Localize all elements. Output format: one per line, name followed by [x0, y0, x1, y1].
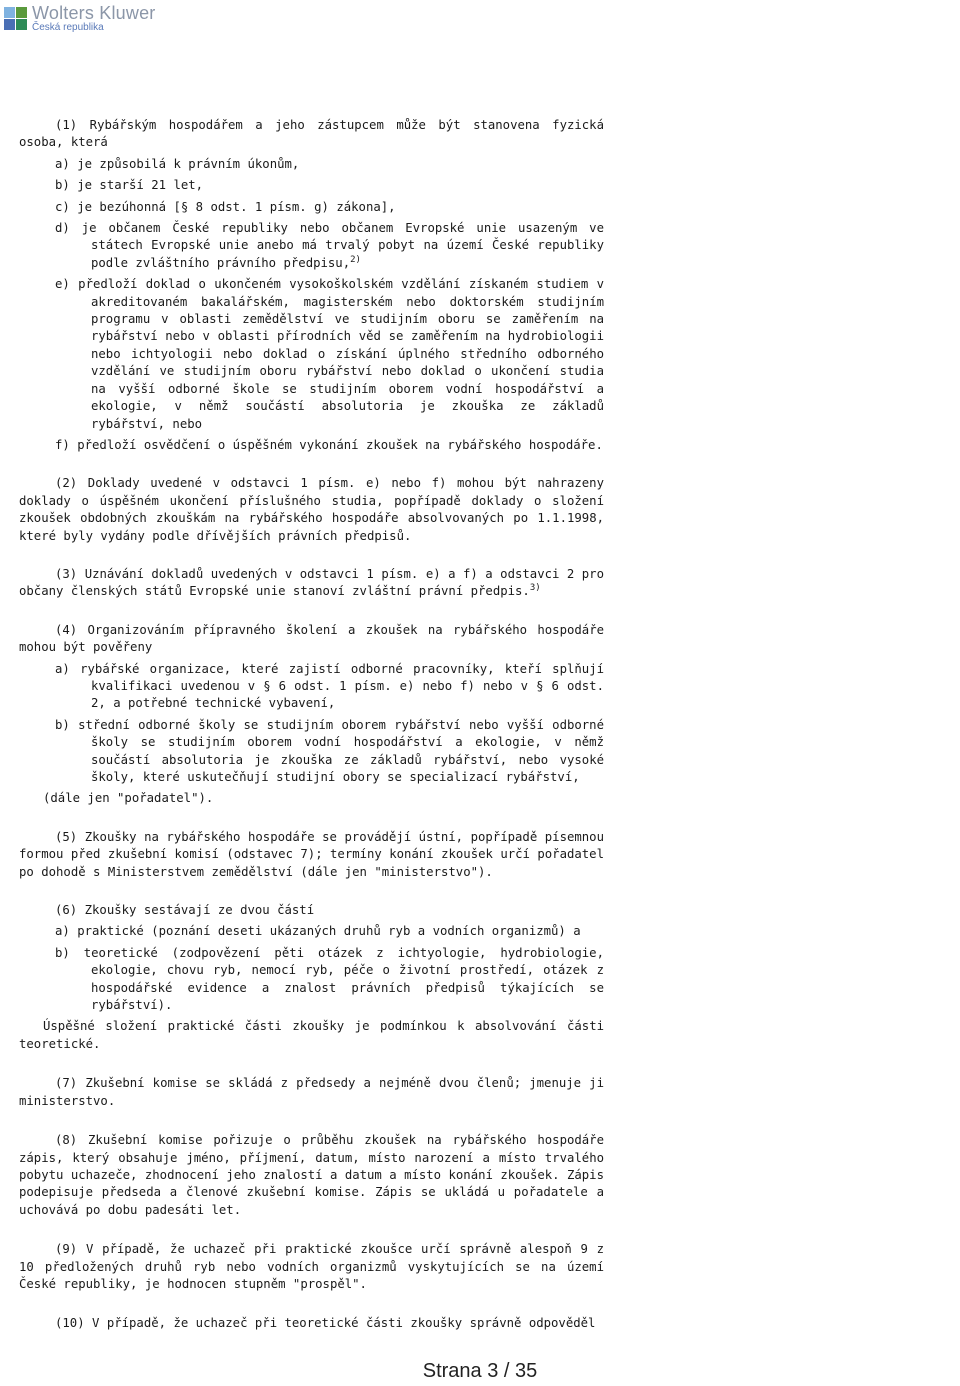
paragraph-6-item-b: b) teoretické (zodpovězení pěti otázek z ichtyologie, hydrobiologie, ekologie, chovu ryb, nemocí ryb, péče o životní prostředí, otázek z hospodářské evidence a znalost právních předpisů týkajících se rybářství). [55, 945, 604, 1013]
paragraph-4-item-a: a) rybářské organizace, které zajistí odborné pracovníky, kteří splňují kvalifikaci uvedenou v § 6 odst. 1 písm. e) nebo f) nebo v § 6 odst. 2, a potřebné technické vybavení, [55, 661, 604, 711]
paragraph-2: (2) Doklady uvedené v odstavci 1 písm. e) nebo f) mohou být nahrazeny doklady o úspěšném ukončení příslušného studia, popřípadě doklady o složení zkoušek obdobných zkouškám na rybářského hospodáře absolvovaných po 1.1.1998, které byly vydány podle dřívějších právních předpisů. [19, 476, 604, 543]
paragraph-1-item-d [19, 220, 604, 272]
paragraph-5: (5) Zkoušky na rybářského hospodáře se provádějí ústní, popřípadě písemnou formou před zkušební komisí (odstavec 7); termíny konání zkoušek určí pořadatel po dohodě s Ministerstvem zemědělství (dále jen "ministerstvo"). [19, 829, 604, 879]
paragraph-3 [19, 566, 604, 601]
paragraph-4-outro: (dále jen "pořadatel"). [43, 791, 214, 806]
paragraph-4-item-b: b) střední odborné školy se studijním oborem rybářství nebo vyšší odborné školy se studijním oborem vodní hospodářství a ekologie, v němž součástí absolutoria je zkouška ze základů rybářství, nebo vysoké školy, které uskutečňují studijní obory se specializací rybářství, [55, 717, 604, 784]
paragraph-6-item-a: a) praktické (poznání deseti ukázaných druhů ryb a vodních organizmů) a [55, 924, 581, 939]
item-d-text: d) je občanem České republiky nebo občanem Evropské unie usazeným ve státech Evropské unie anebo má trvalý pobyt na území České republiky podle zvláštního právního předpisu, [55, 221, 604, 270]
paragraph-3-text: (3) Uznávání dokladů uvedených v odstavci 1 písm. e) a f) a odstavci 2 pro občany členských států Evropské unie stanoví zvláštní právní předpis. [19, 566, 604, 599]
paragraph-10: (10) V případě, že uchazeč při teoretické části zkoušky správně odpověděl [55, 1316, 596, 1331]
paragraph-1-intro: (1) Rybářským hospodářem a jeho zástupcem může být stanovena fyzická osoba, která [19, 118, 604, 150]
publisher-logo [4, 4, 156, 33]
paragraph-4-intro: (4) Organizováním přípravného školení a zkoušek na rybářského hospodáře mohou být pověřeny [19, 622, 604, 655]
document-body [19, 117, 604, 1333]
brand-subtitle: Česká republika [32, 22, 104, 33]
footnote-ref-3: 3) [529, 583, 541, 594]
paragraph-6-intro: (6) Zkoušky sestávají ze dvou částí [55, 903, 315, 918]
paragraph-9: (9) V případě, že uchazeč při praktické zkoušce určí správně alespoň 9 z 10 předložených druhů ryb nebo vodních organizmů vyskytujících se na území České republiky, je hodnocen stupněm "prospěl". [19, 1242, 604, 1291]
paragraph-1-item-e: e) předloží doklad o ukončeném vysokoškolském vzdělání získaném studiem v akreditovaném bakalářském, magisterském nebo doktorském studijním programu v oblasti zemědělství ve studijním oboru se zaměřením na rybářství nebo v oblasti přírodních věd se zaměřením na hydrobiologii nebo ichtyologii nebo doklad o získání úplného středního odborného vzdělání ve studijním oboru rybářství nebo doklad o ukončení studia na vyšší odborné škole se studijním oborem vodní hospodářství a ekologie, v němž součástí absolutoria je zkouška ze základů rybářství, nebo [55, 277, 604, 431]
paragraph-1-item-c: c) je bezúhonná [§ 8 odst. 1 písm. g) zákona], [55, 199, 396, 214]
paragraph-1-item-f: f) předloží osvědčení o úspěšném vykonání zkoušek na rybářského hospodáře. [55, 437, 603, 452]
paragraph-1-item-b: b) je starší 21 let, [55, 178, 204, 193]
footnote-ref-2: 2) [350, 254, 361, 265]
paragraph-8: (8) Zkušební komise pořizuje o průběhu zkoušek na rybářského hospodáře zápis, který obsahuje jméno, příjmení, datum, místo narození a místo trvalého pobytu uchazeče, zhodnocení jeho znalostí a datum a místo konání zkoušek. Zápis podepisuje předseda a členové zkušební komise. Zápis se ukládá u pořadatele a uchovává po dobu padesáti let. [19, 1133, 604, 1217]
paragraph-7: (7) Zkušební komise se skládá z předsedy a nejméně dvou členů; jmenuje ji ministerstvo. [19, 1076, 604, 1108]
paragraph-6-outro: Úspěšné složení praktické části zkoušky je podmínkou k absolvování části teoretické. [19, 1019, 604, 1051]
brand-name: Wolters Kluwer [32, 3, 156, 23]
page-number: Strana 3 / 35 [422, 1360, 538, 1382]
paragraph-1-item-a: a) je způsobilá k právním úkonům, [55, 156, 300, 171]
wolters-kluwer-logo-icon [4, 7, 28, 31]
